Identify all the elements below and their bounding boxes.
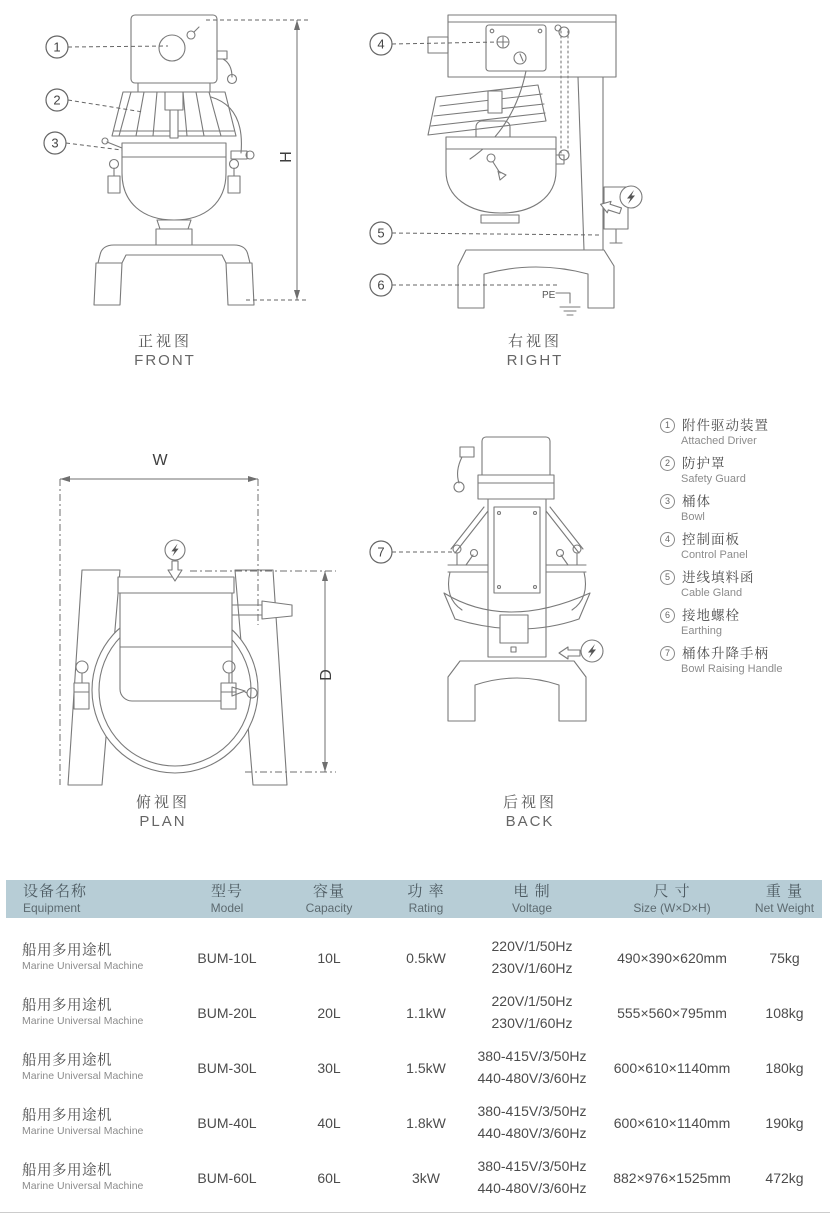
- cell-model: BUM-40L: [197, 1114, 257, 1131]
- cell-voltage: 220V/1/50Hz 230V/1/60Hz: [491, 992, 573, 1031]
- cell-capacity: 10L: [317, 949, 341, 966]
- spec-table-header: [6, 880, 822, 918]
- cell-model: BUM-10L: [197, 949, 257, 966]
- cell-model: BUM-60L: [197, 1169, 257, 1186]
- mixer-back-outline: [444, 437, 590, 721]
- legend-number-badge: 3: [660, 494, 675, 509]
- cell-voltage: 220V/1/50Hz 230V/1/60Hz: [491, 937, 573, 976]
- cell-size: 490×390×620mm: [617, 949, 727, 966]
- cell-model: BUM-30L: [197, 1059, 257, 1076]
- right-caption-zh: 右视图: [507, 333, 562, 350]
- svg-text:H: H: [278, 151, 295, 163]
- legend-number-badge: 4: [660, 532, 675, 547]
- back-view-caption: [450, 793, 610, 832]
- front-view-caption: [85, 332, 245, 371]
- cell-weight: 108kg: [765, 1004, 804, 1021]
- cell-rating: 1.8kW: [406, 1114, 446, 1131]
- legend-label-en: Attached Driver: [681, 435, 757, 447]
- legend-label-zh: 桶体: [682, 494, 711, 509]
- cell-size: 882×976×1525mm: [613, 1169, 731, 1186]
- table-row: [6, 930, 822, 985]
- cell-rating: 1.1kW: [406, 1004, 446, 1021]
- spec-table: [6, 880, 822, 1205]
- back-callout-7: [370, 541, 452, 563]
- legend-label-en: Safety Guard: [681, 473, 746, 485]
- cell-voltage: 380-415V/3/50Hz 440-480V/3/60Hz: [477, 1157, 587, 1196]
- header-capacity: 容量 Capacity: [305, 883, 353, 915]
- plan-view-caption: [83, 793, 243, 832]
- svg-text:3: 3: [51, 135, 59, 151]
- legend-label-en: Bowl Raising Handle: [681, 663, 783, 675]
- cell-equipment: 船用多用途机 Marine Universal Machine: [22, 1053, 144, 1082]
- legend-number-badge: 5: [660, 570, 675, 585]
- header-size: 尺 寸 Size (W×D×H): [633, 883, 711, 915]
- back-power-icon: [559, 640, 603, 662]
- legend-label-zh: 桶体升降手柄: [682, 646, 769, 661]
- legend-label-en: Cable Gland: [681, 587, 743, 599]
- plan-view-drawing: [30, 435, 365, 835]
- table-row: [6, 1095, 822, 1150]
- svg-text:6: 6: [377, 277, 385, 293]
- legend-item-1: [660, 417, 830, 448]
- table-row: [6, 985, 822, 1040]
- front-view-drawing: [10, 5, 330, 330]
- legend-label-en: Bowl: [681, 511, 705, 523]
- right-view-caption: [455, 332, 615, 371]
- table-row: [6, 1150, 822, 1205]
- cell-equipment: 船用多用途机 Marine Universal Machine: [22, 998, 144, 1027]
- mixer-front-outline: [94, 15, 254, 305]
- legend-item-5: [660, 569, 830, 600]
- cell-capacity: 30L: [317, 1059, 341, 1076]
- legend-number-badge: 1: [660, 418, 675, 433]
- cell-rating: 1.5kW: [406, 1059, 446, 1076]
- front-height-dimension: [206, 20, 309, 300]
- parts-legend: [660, 417, 830, 683]
- legend-item-6: [660, 607, 830, 638]
- back-view-drawing: [360, 425, 660, 755]
- back-caption-en: BACK: [505, 813, 555, 830]
- cell-capacity: 20L: [317, 1004, 341, 1021]
- legend-item-2: [660, 455, 830, 486]
- header-model: 型号 Model: [210, 883, 244, 915]
- spec-table-body: [6, 918, 822, 1205]
- plan-caption-en: PLAN: [139, 813, 187, 830]
- cell-rating: 0.5kW: [406, 949, 446, 966]
- mixer-right-outline: [428, 15, 628, 315]
- plan-caption-zh: 俯视图: [135, 794, 190, 811]
- cell-model: BUM-20L: [197, 1004, 257, 1021]
- svg-text:2: 2: [53, 92, 61, 108]
- legend-label-zh: 附件驱动装置: [682, 418, 769, 433]
- cell-weight: 180kg: [765, 1059, 804, 1076]
- legend-number-badge: 7: [660, 646, 675, 661]
- front-caption-zh: 正视图: [137, 333, 192, 350]
- svg-text:4: 4: [377, 36, 385, 52]
- svg-text:W: W: [152, 452, 168, 469]
- table-row: [6, 1040, 822, 1095]
- cell-equipment: 船用多用途机 Marine Universal Machine: [22, 1163, 144, 1192]
- cell-size: 600×610×1140mm: [613, 1059, 731, 1076]
- cell-size: 600×610×1140mm: [613, 1114, 731, 1131]
- legend-item-4: [660, 531, 830, 562]
- cell-weight: 472kg: [765, 1169, 804, 1186]
- legend-label-en: Control Panel: [681, 549, 748, 561]
- power-supply-icon: [599, 186, 642, 216]
- legend-item-3: [660, 493, 830, 524]
- cell-rating: 3kW: [412, 1169, 440, 1186]
- cell-size: 555×560×795mm: [617, 1004, 727, 1021]
- right-callout-5: [370, 222, 600, 244]
- cell-weight: 75kg: [769, 949, 800, 966]
- pe-ground-label: PE: [542, 290, 556, 301]
- cell-voltage: 380-415V/3/50Hz 440-480V/3/60Hz: [477, 1047, 587, 1086]
- header-rating: 功 率 Rating: [407, 883, 445, 915]
- svg-text:5: 5: [377, 225, 385, 241]
- header-equipment: 设备名称 Equipment: [23, 883, 88, 915]
- legend-label-zh: 控制面板: [682, 532, 740, 547]
- legend-label-zh: 接地螺栓: [682, 608, 740, 623]
- legend-label-zh: 进线填料函: [682, 570, 755, 585]
- legend-number-badge: 2: [660, 456, 675, 471]
- legend-label-zh: 防护罩: [682, 456, 726, 471]
- cell-capacity: 40L: [317, 1114, 341, 1131]
- right-caption-en: RIGHT: [506, 352, 564, 369]
- svg-text:D: D: [318, 669, 335, 681]
- back-caption-zh: 后视图: [502, 794, 557, 811]
- page-bottom-divider: [0, 1212, 830, 1213]
- svg-text:7: 7: [377, 544, 385, 560]
- cell-voltage: 380-415V/3/50Hz 440-480V/3/60Hz: [477, 1102, 587, 1141]
- plan-power-icon: [165, 540, 185, 581]
- cell-equipment: 船用多用途机 Marine Universal Machine: [22, 1108, 144, 1137]
- cell-equipment: 船用多用途机 Marine Universal Machine: [22, 943, 144, 972]
- legend-label-en: Earthing: [681, 625, 722, 637]
- front-caption-en: FRONT: [134, 352, 196, 369]
- legend-item-7: [660, 645, 830, 676]
- right-view-drawing: [348, 5, 683, 330]
- header-weight: 重 量 Net Weight: [754, 883, 815, 915]
- cell-weight: 190kg: [765, 1114, 804, 1131]
- header-voltage: 电 制 Voltage: [511, 883, 553, 915]
- svg-text:1: 1: [53, 39, 61, 55]
- right-callout-6: [370, 274, 558, 296]
- cell-capacity: 60L: [317, 1169, 341, 1186]
- legend-number-badge: 6: [660, 608, 675, 623]
